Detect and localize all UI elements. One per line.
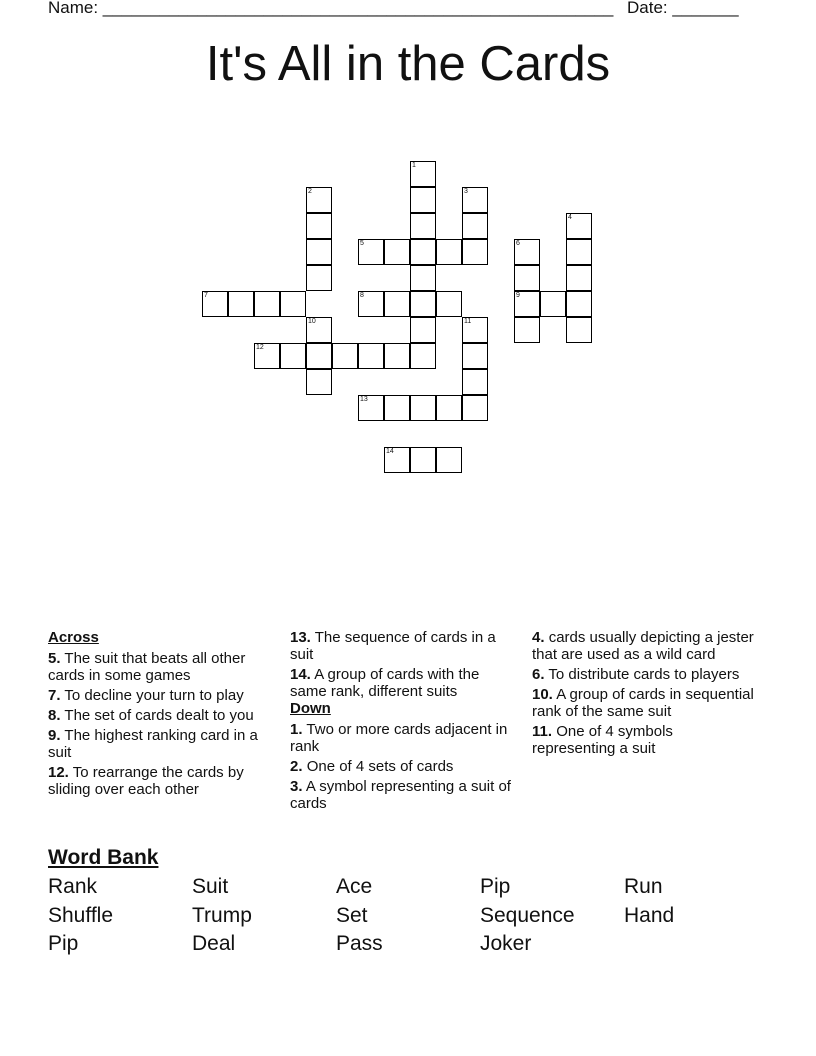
down-clue-11 — [532, 723, 760, 757]
down-clue-10 — [532, 686, 760, 720]
crossword-cell[interactable] — [410, 291, 436, 317]
clue-number: 11. — [532, 723, 553, 740]
crossword-cell[interactable] — [514, 317, 540, 343]
crossword-cell[interactable] — [228, 291, 254, 317]
clue-number: 5. — [48, 650, 61, 667]
crossword-cell[interactable] — [462, 369, 488, 395]
crossword-cell[interactable] — [254, 343, 280, 369]
crossword-cell[interactable] — [384, 395, 410, 421]
down-clue-3 — [290, 778, 518, 812]
across-heading: Across — [48, 629, 99, 646]
clue-number: 14. — [290, 666, 311, 683]
clue-text: cards usually depicting a jester that are used as a wild card — [532, 629, 754, 663]
word-bank-word: Pip — [480, 875, 511, 898]
cell-number: 7 — [204, 292, 208, 299]
crossword-cell[interactable] — [410, 213, 436, 239]
clue-number: 12. — [48, 764, 69, 781]
crossword-cell[interactable] — [358, 395, 384, 421]
clue-number: 9. — [48, 727, 61, 744]
crossword-cell[interactable] — [410, 447, 436, 473]
word-bank-word: Run — [624, 875, 663, 898]
word-bank-title: Word Bank — [48, 846, 159, 869]
across-clue-5 — [48, 650, 276, 684]
crossword-cell[interactable] — [410, 317, 436, 343]
crossword-cell[interactable] — [410, 265, 436, 291]
cell-number: 11 — [464, 318, 472, 325]
down-clue-1 — [290, 721, 518, 755]
cell-number: 12 — [256, 344, 264, 351]
crossword-cell[interactable] — [306, 239, 332, 265]
clue-text: To distribute cards to players — [548, 666, 740, 683]
cell-number: 1 — [412, 162, 416, 169]
crossword-cell[interactable] — [462, 213, 488, 239]
crossword-cell[interactable] — [566, 239, 592, 265]
clue-number: 1. — [290, 721, 303, 738]
crossword-cell[interactable] — [306, 213, 332, 239]
crossword-cell[interactable] — [410, 161, 436, 187]
clue-number: 7. — [48, 687, 61, 704]
crossword-cell[interactable] — [462, 343, 488, 369]
clue-number: 13. — [290, 629, 311, 646]
crossword-cell[interactable] — [358, 291, 384, 317]
clue-column-1 — [48, 629, 276, 801]
clue-text: The sequence of cards in a suit — [290, 629, 496, 663]
word-bank-word: Suit — [192, 875, 229, 898]
clue-text: To decline your turn to play — [64, 687, 244, 704]
crossword-cell[interactable] — [384, 291, 410, 317]
crossword-cell[interactable] — [436, 291, 462, 317]
crossword-cell[interactable] — [410, 187, 436, 213]
crossword-cell[interactable] — [514, 291, 540, 317]
word-bank-word: Joker — [480, 932, 532, 955]
clue-text: The set of cards dealt to you — [64, 707, 254, 724]
crossword-cell[interactable] — [384, 447, 410, 473]
word-bank-word: Ace — [336, 875, 373, 898]
cell-number: 2 — [308, 188, 312, 195]
clue-text: A symbol representing a suit of cards — [290, 778, 511, 812]
cell-number: 10 — [308, 318, 316, 325]
cell-number: 6 — [516, 240, 520, 247]
clue-text: The highest ranking card in a suit — [48, 727, 258, 761]
crossword-cell[interactable] — [202, 291, 228, 317]
crossword-cell[interactable] — [254, 291, 280, 317]
crossword-cell[interactable] — [436, 395, 462, 421]
crossword-cell[interactable] — [280, 291, 306, 317]
crossword-cell[interactable] — [358, 343, 384, 369]
word-bank-word: Hand — [624, 904, 675, 927]
clue-text: A group of cards in sequential rank of the same suit — [532, 686, 754, 720]
crossword-cell[interactable] — [514, 239, 540, 265]
clue-column-2 — [290, 629, 518, 815]
clue-column-3 — [532, 629, 760, 760]
word-bank-word: Pip — [48, 932, 79, 955]
crossword-cell[interactable] — [566, 213, 592, 239]
cell-number: 9 — [516, 292, 520, 299]
clue-number: 2. — [290, 758, 303, 775]
clue-number: 3. — [290, 778, 303, 795]
page-title: It's All in the Cards — [205, 37, 611, 91]
down-heading: Down — [290, 700, 331, 717]
clue-text: A group of cards with the same rank, different suits — [290, 666, 480, 700]
across-clue-12 — [48, 764, 276, 798]
clue-text: One of 4 sets of cards — [306, 758, 454, 775]
crossword-cell[interactable] — [514, 265, 540, 291]
across-clue-8 — [48, 707, 276, 724]
cell-number: 13 — [360, 396, 368, 403]
crossword-cell[interactable] — [306, 343, 332, 369]
cell-number: 4 — [568, 214, 572, 221]
crossword-cell[interactable] — [384, 239, 410, 265]
date-field[interactable]: Date: _______ — [627, 0, 739, 17]
clue-number: 8. — [48, 707, 61, 724]
crossword-cell[interactable] — [462, 239, 488, 265]
crossword-cell[interactable] — [280, 343, 306, 369]
clue-number: 10. — [532, 686, 553, 703]
clue-number: 4. — [532, 629, 545, 646]
cell-number: 3 — [464, 188, 468, 195]
crossword-cell[interactable] — [410, 343, 436, 369]
crossword-cell[interactable] — [306, 187, 332, 213]
clue-text: One of 4 symbols representing a suit — [532, 723, 673, 757]
clue-number: 6. — [532, 666, 545, 683]
crossword-cell[interactable] — [436, 447, 462, 473]
crossword-cell[interactable] — [306, 265, 332, 291]
clue-text: The suit that beats all other cards in some games — [48, 650, 246, 684]
down-clue-6 — [532, 666, 760, 683]
clue-text: Two or more cards adjacent in rank — [290, 721, 508, 755]
word-bank-word: Sequence — [480, 904, 575, 927]
crossword-cell[interactable] — [358, 239, 384, 265]
down-clue-2 — [290, 758, 518, 775]
crossword-cell[interactable] — [306, 369, 332, 395]
name-field[interactable]: Name: ______________________________________________________ — [48, 0, 614, 17]
crossword-cell[interactable] — [462, 395, 488, 421]
word-bank-word: Shuffle — [48, 904, 113, 927]
crossword-cell[interactable] — [410, 239, 436, 265]
crossword-grid — [0, 0, 816, 500]
cell-number: 8 — [360, 292, 364, 299]
crossword-cell[interactable] — [566, 291, 592, 317]
crossword-cell[interactable] — [540, 291, 566, 317]
crossword-cell[interactable] — [566, 265, 592, 291]
crossword-cell[interactable] — [384, 343, 410, 369]
cell-number: 5 — [360, 240, 364, 247]
word-bank-word: Trump — [192, 904, 252, 927]
crossword-cell[interactable] — [410, 395, 436, 421]
crossword-cell[interactable] — [332, 343, 358, 369]
crossword-cell[interactable] — [306, 317, 332, 343]
clue-text: To rearrange the cards by sliding over each other — [48, 764, 244, 798]
word-bank-word: Set — [336, 904, 368, 927]
crossword-cell[interactable] — [462, 187, 488, 213]
across-clue-13 — [290, 629, 518, 663]
word-bank-word: Pass — [336, 932, 383, 955]
across-clue-7 — [48, 687, 276, 704]
cell-number: 14 — [386, 448, 394, 455]
down-clue-4 — [532, 629, 760, 663]
crossword-cell[interactable] — [436, 239, 462, 265]
across-clue-14 — [290, 666, 518, 700]
across-clue-9 — [48, 727, 276, 761]
crossword-cell[interactable] — [566, 317, 592, 343]
word-bank-word: Deal — [192, 932, 236, 955]
word-bank-word: Rank — [48, 875, 98, 898]
crossword-cell[interactable] — [462, 317, 488, 343]
